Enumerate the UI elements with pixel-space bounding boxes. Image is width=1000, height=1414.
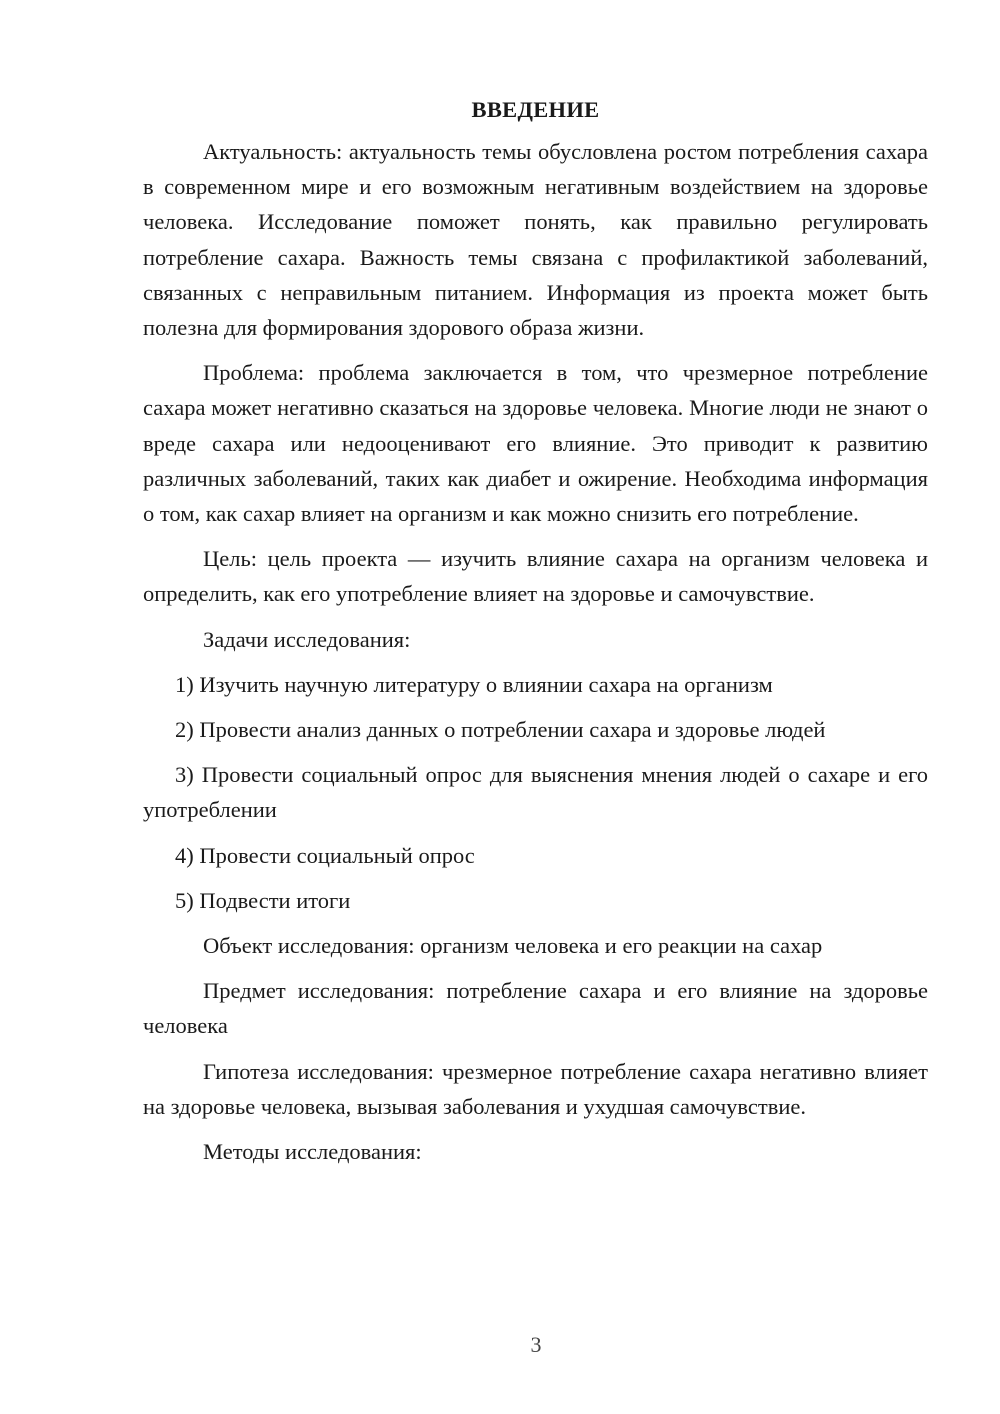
research-subject-paragraph: Предмет исследования: потребление сахара и его влияние на здоровье человека [143,978,928,1039]
problem-paragraph: Проблема: проблема заключается в том, что чрезмерное потребление сахара может негативно сказаться на здоровье человека. Многие люди не знают о вреде сахара или недооценивают его влияние. Это приводит к развитию различных заболеваний, таких как диабет и ожирение. Необходима информация о том, как сахар влияет на организм и как можно снизить его потребление. [143,360,928,527]
task-item: 3) Провести социальный опрос для выяснения мнения людей о сахаре и его употреблении [143,762,928,823]
section-title: ВВЕДЕНИЕ [471,97,600,122]
page-number: 3 [530,1332,542,1357]
research-object-paragraph: Объект исследования: организм человека и его реакции на сахар [203,933,823,959]
tasks-heading: Задачи исследования: [203,626,411,652]
page-content [143,92,928,1179]
task-item: 5) Подвести итоги [175,887,351,913]
methods-heading: Методы исследования: [203,1139,422,1165]
goal-paragraph: Цель: цель проекта — изучить влияние сахара на организм человека и определить, как его употребление влияет на здоровье и самочувствие. [143,546,928,607]
relevance-paragraph: Актуальность: актуальность темы обусловлена ростом потребления сахара в современном мире и его возможным негативным воздействием на здоровье человека. Исследование поможет понять, как правильно регулировать потребление сахара. Важность темы связана с профилактикой заболеваний, связанных с неправильным питанием. Информация из проекта может быть полезна для формирования здорового образа жизни. [143,139,928,341]
task-item: 1) Изучить научную литературу о влиянии сахара на организм [175,671,773,697]
task-item: 4) Провести социальный опрос [175,842,475,868]
task-item: 2) Провести анализ данных о потреблении сахара и здоровье людей [175,717,826,743]
hypothesis-paragraph: Гипотеза исследования: чрезмерное потребление сахара негативно влияет на здоровье человека, вызывая заболевания и ухудшая самочувствие. [143,1058,928,1119]
